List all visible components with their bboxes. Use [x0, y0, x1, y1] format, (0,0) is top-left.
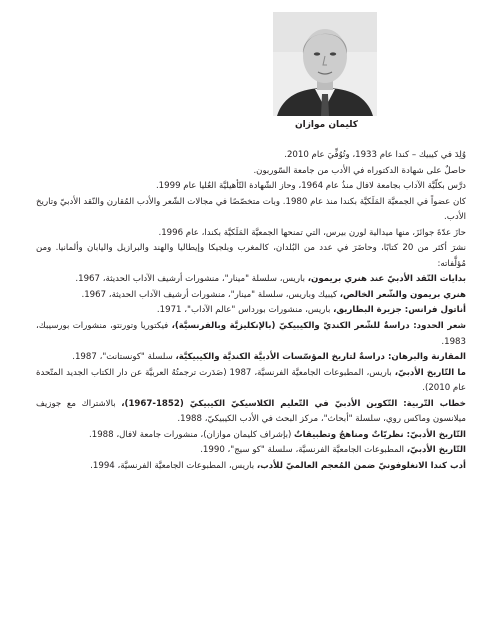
work-entry — [36, 428, 466, 444]
work-title: ما التّاريخ الأدبيّ، — [394, 367, 466, 378]
work-entry — [36, 319, 466, 350]
work-details: سلسلة "كونستانت"، 1987. — [72, 352, 176, 363]
work-title: خطاب التّربية: التّكوين الأدبيّ في التّعليم الكلاسيكيّ الكيبيكيّ (1852-1967)، — [121, 398, 466, 409]
work-entry — [36, 443, 466, 459]
work-title: هنري بريمون والشّعر الخالص، — [339, 289, 466, 300]
work-title: التّاريخ الأدبيّ: نظريّاتٌ ومناهجُ وتطبيقاتٌ — [294, 429, 466, 440]
bio-line: وُلِدَ في كيبيك – كندا عام 1933، وتُوُفِّيَ عام 2010. — [284, 150, 466, 160]
work-entry — [36, 288, 466, 304]
biography-text — [36, 148, 466, 474]
bio-line: درَّس بكلّيَّة الآداب بجامعة لافال منذُ عام 1964، وحاز الشّهادة التّأهيليَّة العُليا عام 1999. — [155, 181, 466, 192]
work-title: التّاريخ الأدبيّ، — [406, 445, 466, 456]
bio-line: كان عضواً في الجمعيَّة المَلَكيَّة بكندا منذ عام 1980. وبات متخصّصًا في مجالات الشّعر والأدب المُقارن والنّقد الأدبيّ وتاريخ الأدب. — [36, 196, 466, 223]
work-entry — [36, 459, 466, 475]
work-details: باريس، المطبوعات الجامعيَّة الفرنسيَّة، 1994. — [90, 460, 257, 471]
work-details: بالاشتراك مع جوزيف ميلانسون وماكس روي، سلسلة "أبحاث"، مركز البحث في الأدب الكيبيكيّ، 1988. — [36, 398, 466, 425]
bio-line: نشرَ أكثر من 20 كتابًا، وحاضَرَ في عدد من البُلدان، كالمغرب وبلجيكا وإيطاليا والهند والبرازيل واليابان وألمانيا. ومن مُؤلَّفاته: — [36, 243, 466, 269]
work-entry — [36, 397, 466, 428]
work-details: باريس، منشورات بورداس "عالم الآداب"، 1971. — [156, 305, 334, 316]
work-details: كيبيك وباريس، سلسلة "مينار"، منشورات أرشيف الآداب الحديثة، 1967. — [81, 289, 340, 300]
work-entry — [36, 350, 466, 366]
work-title: شعر الحدود: دراسةٌ للشّعر الكنديّ والكيبيكيّ (بالإنكليزيَّة وبالفرنسيَّة)، — [171, 321, 466, 332]
author-name-caption: كليمان موازان — [294, 120, 359, 130]
work-title: أدب كندا الانغلوفونيّ ضمن المُعجم العالميّ للأدب، — [256, 460, 466, 471]
bio-line: حازَ عدّةَ جوائزَ، منها ميدالية لورن بيرس، التي تمنحها الجمعيَّة المَلَكيَّة بكندا، عام 1996. — [158, 227, 466, 238]
bio-line: حاصلٌ على شهادة الدكتوراه في الأدب من جامعة السّوربون. — [253, 165, 466, 176]
work-details: فيكتوريا وتورنتو، منشورات بورسيبك، 1983. — [36, 321, 466, 347]
work-entry — [36, 272, 466, 288]
work-title: المقارنة والبرهان: دراسةٌ لتاريخ المؤسّسات الأدبيَّة الكنديَّة والكيبيكيَّة، — [175, 352, 466, 363]
work-details: باريس، سلسلة "مينار"، منشورات أرشيف الآداب الحديثة، 1967. — [75, 274, 308, 285]
work-entry — [36, 366, 466, 397]
work-title: بدايات النّقد الأدبيّ عند هنري بريمون، — [307, 274, 466, 285]
work-details: المطبوعات الجامعيَّة الفرنسيَّة، سلسلة "كو سيج"، 1990. — [200, 445, 407, 456]
work-title: أناتول فرانس: جزيرة البطاريق، — [333, 305, 466, 316]
work-entry — [36, 303, 466, 319]
author-portrait — [273, 12, 377, 116]
work-details: (بإشراف كليمان موازان)، منشورات جامعة لافال، 1988. — [89, 429, 295, 440]
work-details: باريس، المطبوعات الجامعيَّة الفرنسيَّة، 1987 (صَدَرت ترجمتُهُ العربيَّة عن دار الكتاب الجديد المتّحدة عام 2010). — [36, 367, 466, 394]
